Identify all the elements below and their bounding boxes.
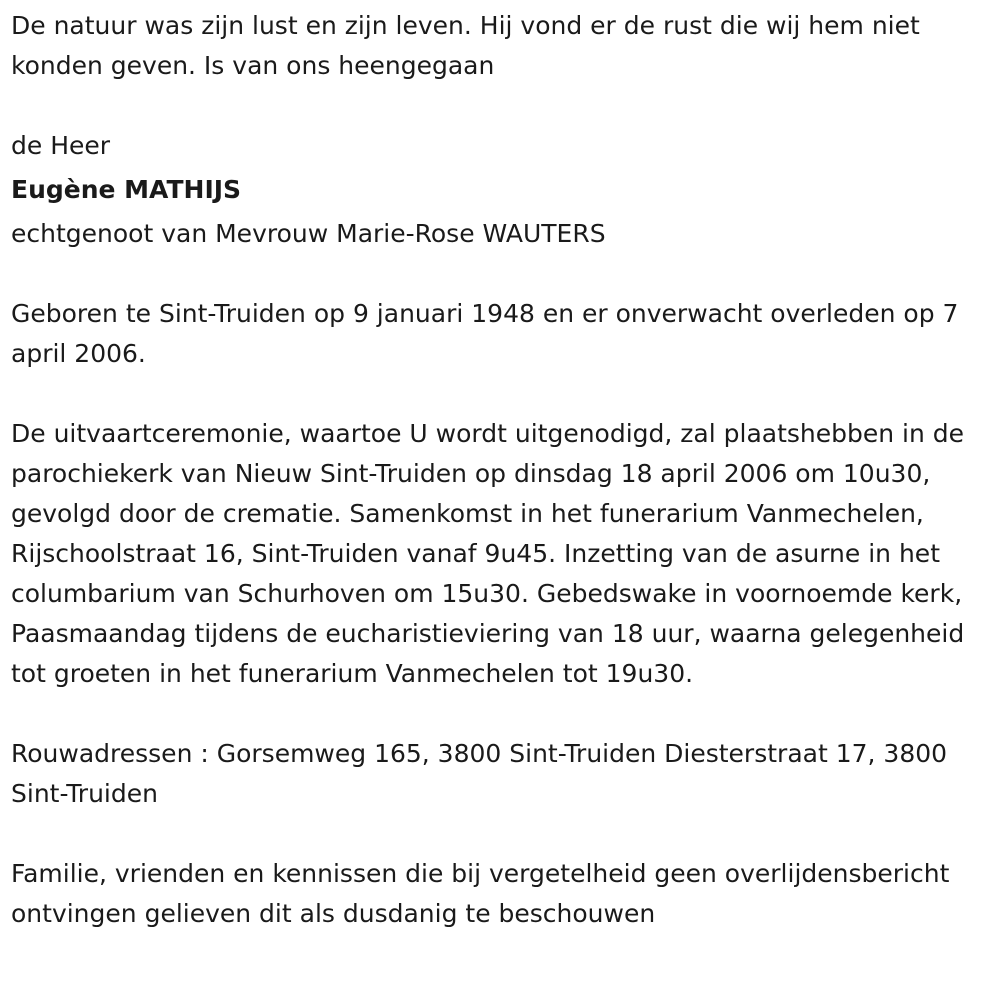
- spacer: [11, 86, 996, 126]
- obituary-notice: [11, 6, 996, 934]
- spacer: [11, 374, 996, 414]
- spacer: [11, 254, 996, 294]
- spouse-text: echtgenoot van Mevrouw Marie-Rose WAUTERS: [11, 219, 606, 248]
- spacer: [11, 694, 996, 734]
- ceremony-text: De uitvaartceremonie, waartoe U wordt uitgenodigd, zal plaatshebben in de parochiekerk van Nieuw Sint-Truiden op dinsdag 18 april 2006 om 10u30, gevolgd door de crematie. Samenkomst in het funerarium Vanmechelen, Rijschoolstraat 16, Sint-Truiden vanaf 9u45. Inzetting van de asurne in het columbarium van Schurhoven om 15u30. Gebedswake in voornoemde kerk, Paasmaandag tijdens de eucharistieviering van 18 uur, waarna gelegenheid tot groeten in het funerarium Vanmechelen tot 19u30.: [11, 419, 965, 688]
- spacer: [11, 814, 996, 854]
- birth-death-text: Geboren te Sint-Truiden op 9 januari 1948 en er onverwacht overleden op 7 april 2006.: [11, 299, 959, 368]
- addresses-text: Rouwadressen : Gorsemweg 165, 3800 Sint-Truiden Diesterstraat 17, 3800 Sint-Truiden: [11, 739, 948, 808]
- honorific: de Heer: [11, 131, 111, 160]
- closing-text: Familie, vrienden en kennissen die bij vergetelheid geen overlijdensbericht ontvingen gelieven dit als dusdanig te beschouwen: [11, 859, 950, 928]
- deceased-name: Eugène MATHIJS: [11, 175, 242, 204]
- intro-text: De natuur was zijn lust en zijn leven. Hij vond er de rust die wij hem niet konden geven. Is van ons heengegaan: [11, 11, 920, 80]
